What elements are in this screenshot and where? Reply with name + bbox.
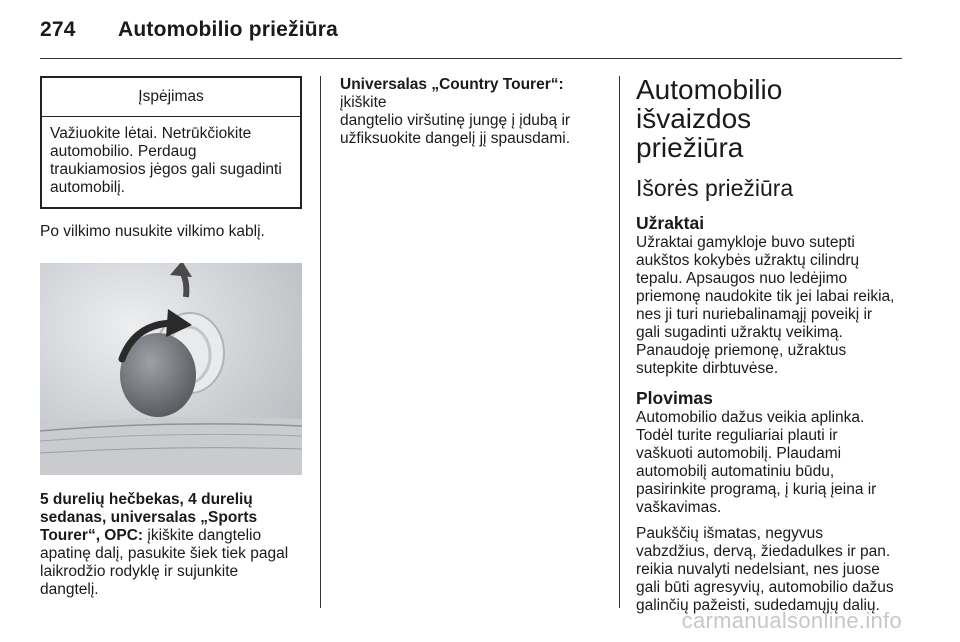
subsection-heading-exterior: Išorės priežiūra (636, 175, 794, 201)
page-number: 274 (40, 18, 76, 41)
paragraph-line: užfiksuokite dangelį jį spausdami. (340, 130, 571, 147)
paragraph-line: dangtelio viršutinę jungę į įdubą ir (340, 112, 571, 129)
column-divider-2 (619, 76, 620, 608)
washing-section (636, 389, 904, 615)
caption-line: dangtelį. (40, 581, 99, 598)
locks-line: priemonę naudokite tik jei labai reikia, (636, 288, 895, 305)
towing-hook-paragraph: Po vilkimo nusukite vilkimo kablį. (40, 223, 265, 240)
caption-line: Tourer“, OPC: įkiškite dangtelio (40, 527, 262, 544)
caption-line: sedanas, universalas „Sports (40, 509, 258, 526)
locks-line: gali sugadinti užraktų veikimą. (636, 324, 843, 341)
washing-paragraph-2: Paukščių išmatas, negyvus vabzdžius, dervą, žiedadulkes ir pan. reikia nuvalyti nedelsiant, nes juose gali būti agresyvių, automobilio dažus galinčių pažeisti, sudedamųjų dalių. (636, 525, 894, 614)
warning-box (40, 76, 302, 209)
warning-line: traukiamosios jėgos gali sugadinti (50, 161, 282, 178)
column-left (40, 76, 302, 599)
warning-title: Įspėjimas (42, 78, 300, 117)
page-header (40, 18, 338, 42)
locks-section (636, 214, 904, 378)
tow-eye-cover-illustration (40, 263, 302, 475)
locks-line: Užraktai gamykloje buvo sutepti (636, 234, 855, 251)
section-heading-exterior-care: Automobilio išvaizdos priežiūra (636, 74, 783, 163)
locks-line: tepalu. Apsaugos nuo ledėjimo (636, 270, 848, 287)
warning-line: Važiuokite lėtai. Netrūkčiokite (50, 125, 252, 142)
washing-heading: Plovimas (636, 388, 713, 408)
caption-sports-tourer (40, 491, 302, 599)
country-tourer-paragraph (340, 76, 608, 148)
locks-line: aukštos kokybės užraktų cilindrų (636, 252, 860, 269)
locks-line: Panaudoję priemonę, užraktus (636, 342, 847, 359)
locks-line: nes ji turi nuriebalinamąjį poveikį ir (636, 306, 873, 323)
locks-heading: Užraktai (636, 213, 705, 233)
paragraph-line: Universalas „Country Tourer“: įkiškite (340, 76, 564, 111)
caption-line: apatinę dalį, pasukite šiek tiek pagal (40, 545, 289, 562)
washing-paragraph-1: Automobilio dažus veikia aplinka. Todėl turite reguliariai plauti ir vaškuoti automobilį. Plaudami automobilį automatiniu būdu, pasirinkite programą, į kurią įeina ir vaškavimas. (636, 409, 877, 516)
locks-line: sutepkite dirbtuvėse. (636, 360, 779, 377)
column-divider-1 (320, 76, 321, 608)
column-right (636, 76, 904, 615)
warning-body (42, 117, 300, 207)
caption-line: laikrodžio rodyklę ir sujunkite (40, 563, 239, 580)
header-rule (40, 58, 902, 59)
watermark: carmanualsonline.info (681, 608, 902, 633)
warning-line: automobilį. (50, 179, 125, 196)
page-title: Automobilio priežiūra (118, 18, 339, 41)
column-middle (340, 76, 608, 148)
caption-line: 5 durelių hečbekas, 4 durelių (40, 491, 253, 508)
warning-line: automobilio. Perdaug (50, 143, 197, 160)
